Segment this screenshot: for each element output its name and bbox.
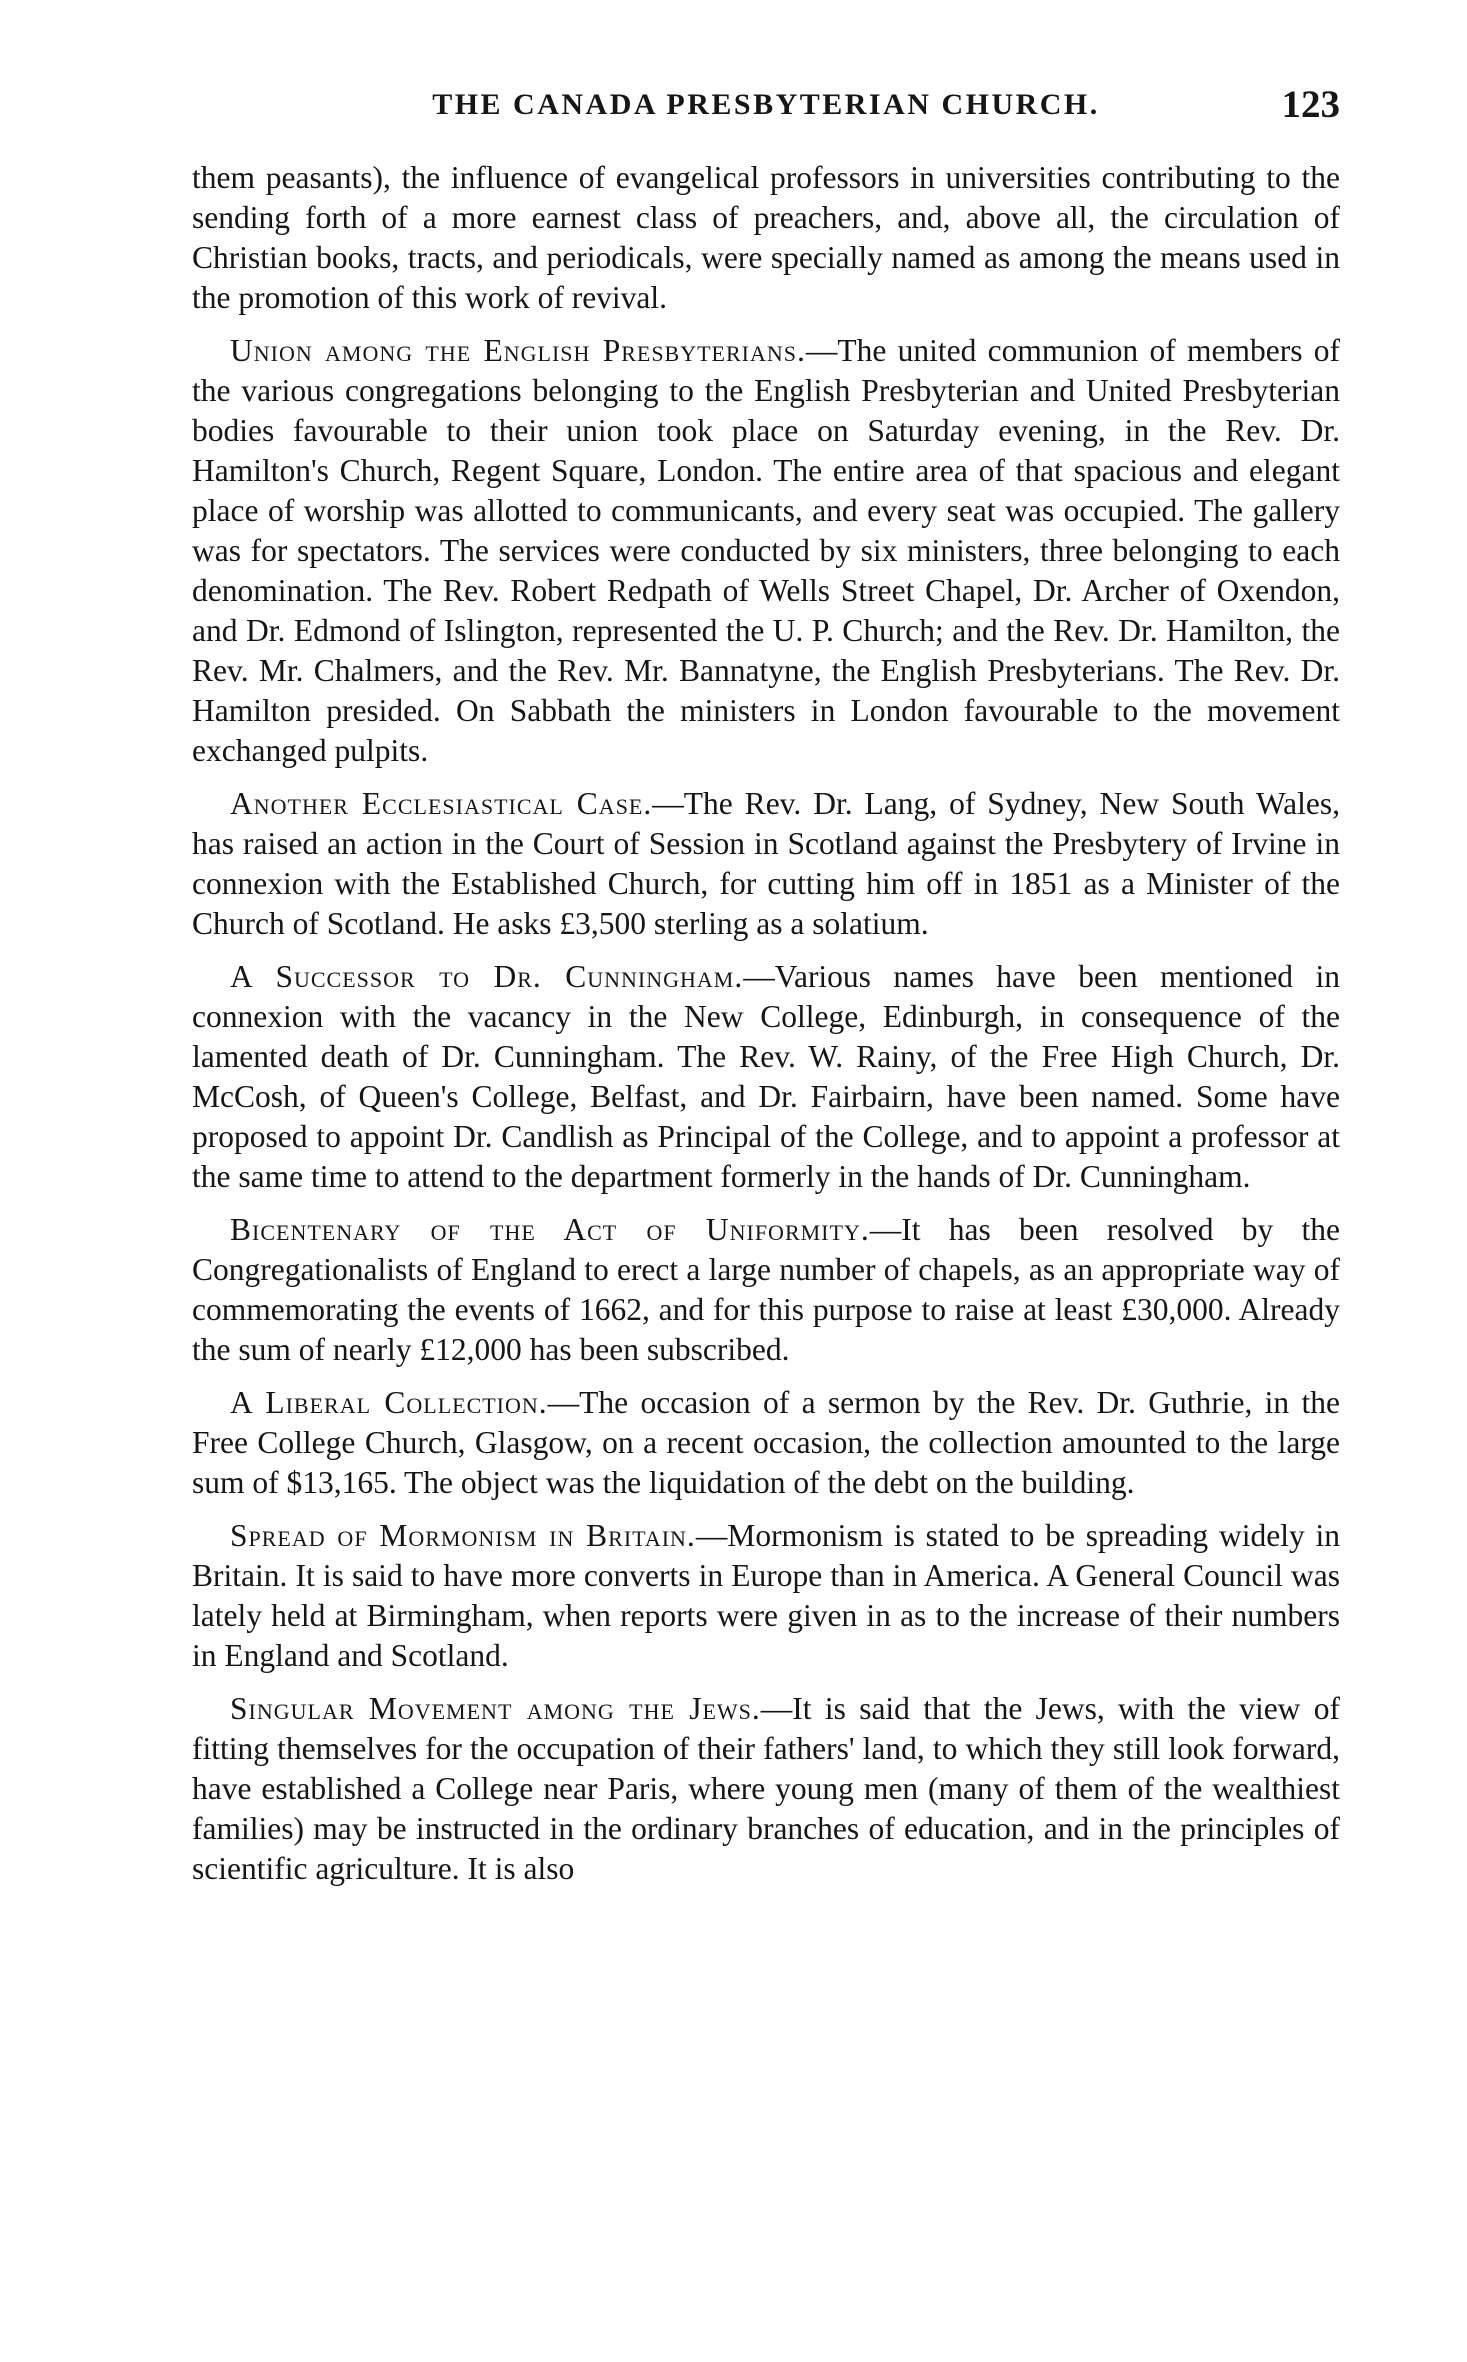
paragraph-bicentenary xyxy=(192,1210,1340,1370)
page-number: 123 xyxy=(1281,83,1340,126)
paragraph-text: —It has been resolved by the Congregationalists of England to erect a large number of chapels, as an appropriate way of commemorating the events of 1662, and for this purpose to raise at least £30,000. Already the sum of nearly £12,000 has been subscribed. xyxy=(192,1212,1340,1367)
paragraph-successor-cunningham xyxy=(192,957,1340,1197)
paragraph-revival-continued xyxy=(192,158,1340,318)
paragraph-liberal-collection xyxy=(192,1383,1340,1503)
paragraph-text: —The Rev. Dr. Lang, of Sydney, New South Wales, has raised an action in the Court of Session in Scotland against the Presbytery of Irvine in connexion with the Established Church, for cutting him off in 1851 as a Minister of the Church of Scotland. He asks £3,500 sterling as a solatium. xyxy=(192,786,1340,941)
section-heading: A Successor to Dr. Cunningham. xyxy=(230,959,744,994)
section-heading: Spread of Mormonism in Britain. xyxy=(230,1518,696,1553)
running-head xyxy=(192,83,1340,136)
paragraph-jews-movement xyxy=(192,1689,1340,1889)
paragraph-ecclesiastical-case xyxy=(192,784,1340,944)
section-heading: Union among the English Presbyterians. xyxy=(230,333,806,368)
section-heading: Another Ecclesiastical Case. xyxy=(230,786,653,821)
section-heading: Bicentenary of the Act of Uniformity. xyxy=(230,1212,870,1247)
paragraph-union-english-presbyterians xyxy=(192,331,1340,771)
running-title: THE CANADA PRESBYTERIAN CHURCH. xyxy=(432,88,1100,121)
paragraph-text: —Mormonism is stated to be spreading widely in Britain. It is said to have more converts in Europe than in America. A General Council was lately held at Birmingham, when reports were given in as to the increase of their numbers in England and Scotland. xyxy=(192,1518,1340,1673)
paragraph-text: —Various names have been mentioned in connexion with the vacancy in the New College, Edinburgh, in consequence of the lamented death of Dr. Cunningham. The Rev. W. Rainy, of the Free High Church, Dr. McCosh, of Queen's College, Belfast, and Dr. Fairbairn, have been named. Some have proposed to appoint Dr. Candlish as Principal of the College, and to appoint a professor at the same time to attend to the department formerly in the hands of Dr. Cunningham. xyxy=(192,959,1340,1194)
paragraph-text: —The occasion of a sermon by the Rev. Dr. Guthrie, in the Free College Church, Glasgow, on a recent occasion, the collection amounted to the large sum of $13,165. The object was the liquidation of the debt on the building. xyxy=(192,1385,1341,1500)
paragraph-text: them peasants), the influence of evangelical professors in universities contributing to the sending forth of a more earnest class of preachers, and, above all, the circulation of Christian books, tracts, and periodicals, were specially named as among the means used in the promotion of this work of revival. xyxy=(192,160,1340,315)
section-heading: Singular Movement among the Jews. xyxy=(230,1691,761,1726)
section-heading: A Liberal Collection. xyxy=(230,1385,548,1420)
paragraph-mormonism xyxy=(192,1516,1340,1676)
paragraph-text: —It is said that the Jews, with the view of fitting themselves for the occupation of their fathers' land, to which they still look forward, have established a College near Paris, where young men (many of them of the wealthiest families) may be instructed in the ordinary branches of education, and in the principles of scientific agriculture. It is also xyxy=(192,1691,1340,1886)
body-text xyxy=(192,158,1340,1889)
paragraph-text: —The united communion of members of the various congregations belonging to the English Presbyterian and United Presbyterian bodies favourable to their union took place on Saturday evening, in the Rev. Dr. Hamilton's Church, Regent Square, London. The entire area of that spacious and elegant place of worship was allotted to communicants, and every seat was occupied. The gallery was for spectators. The services were conducted by six ministers, three belonging to each denomination. The Rev. Robert Redpath of Wells Street Chapel, Dr. Archer of Oxendon, and Dr. Edmond of Islington, represented the U. P. Church; and the Rev. Dr. Hamilton, the Rev. Mr. Chalmers, and the Rev. Mr. Bannatyne, the English Presbyterians. The Rev. Dr. Hamilton presided. On Sabbath the ministers in London favourable to the movement exchanged pulpits. xyxy=(192,333,1340,768)
